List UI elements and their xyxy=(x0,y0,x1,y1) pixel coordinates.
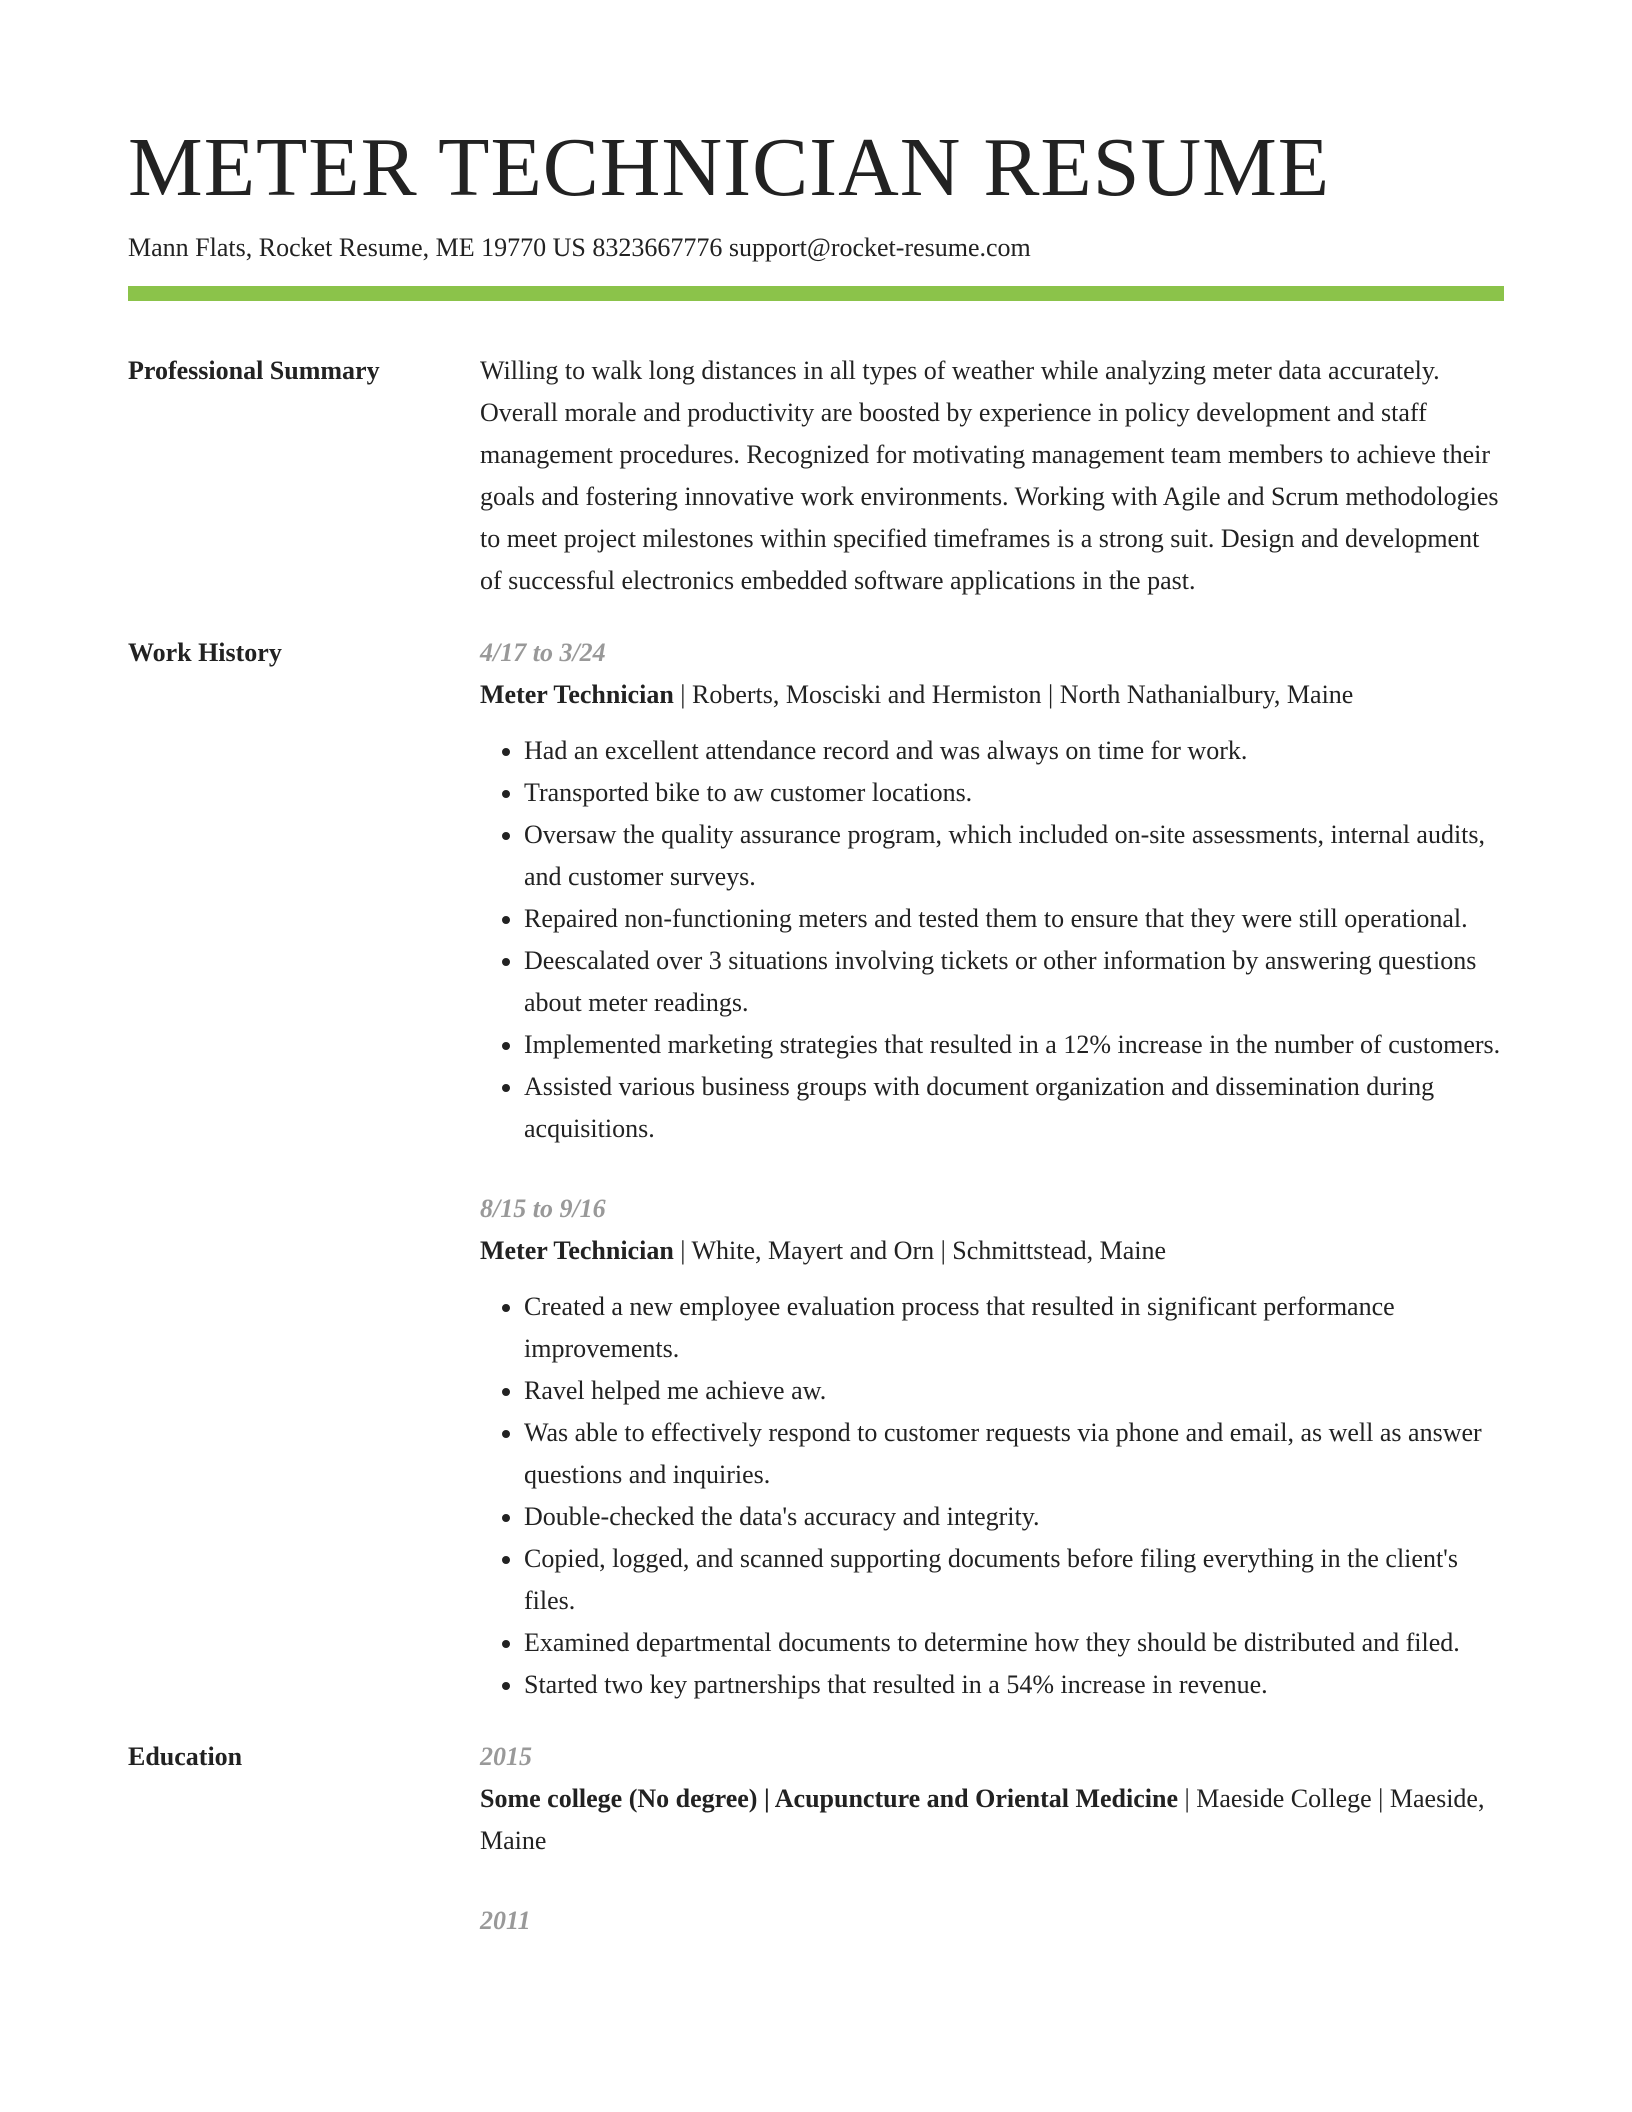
section-body xyxy=(480,350,1504,602)
job-entry xyxy=(480,1188,1504,1706)
education-degree: Some college (No degree) | Acupuncture and Oriental Medicine xyxy=(480,1784,1179,1813)
job-bullet: • Ravel helped me achieve aw. xyxy=(524,1370,1504,1412)
job-bullet: • Implemented marketing strategies that resulted in a 12% increase in the number of customers. xyxy=(524,1024,1504,1066)
job-bullet: • Oversaw the quality assurance program, which included on-site assessments, internal audits, and customer surveys. xyxy=(524,814,1504,898)
section-body xyxy=(480,632,1504,1706)
header-divider xyxy=(128,286,1504,301)
resume-content xyxy=(128,350,1504,1972)
job-bullet: • Transported bike to aw customer locations. xyxy=(524,772,1504,814)
job-entry xyxy=(480,632,1504,1150)
summary-text: Willing to walk long distances in all types of weather while analyzing meter data accurately. Overall morale and productivity are boosted by experience in policy development and staff management procedures. Recognized for motivating management team members to achieve their goals and fostering innovative work environments. Working with Agile and Scrum methodologies to meet project milestones within specified timeframes is a strong suit. Design and development of successful electronics embedded software applications in the past. xyxy=(480,356,1499,595)
resume-title: METER TECHNICIAN RESUME xyxy=(128,121,1331,214)
education-year: 2011 xyxy=(480,1906,531,1935)
job-bullets xyxy=(480,1286,1504,1706)
job-bullet: • Created a new employee evaluation process that resulted in significant performance improvements. xyxy=(524,1286,1504,1370)
job-dates: 4/17 to 3/24 xyxy=(480,638,606,667)
job-bullet: • Examined departmental documents to determine how they should be distributed and filed. xyxy=(524,1622,1504,1664)
education-entry xyxy=(480,1736,1504,1862)
job-bullets xyxy=(480,730,1504,1150)
education-heading xyxy=(480,1778,1504,1862)
job-bullet: • Repaired non-functioning meters and tested them to ensure that they were still operational. xyxy=(524,898,1504,940)
job-dates: 8/15 to 9/16 xyxy=(480,1194,606,1223)
job-details: | White, Mayert and Orn | Schmittstead, Maine xyxy=(673,1236,1167,1265)
contact-info: Mann Flats, Rocket Resume, ME 19770 US 8323667776 support@rocket-resume.com xyxy=(128,233,1031,262)
education-year: 2015 xyxy=(480,1742,532,1771)
section-body xyxy=(480,1736,1504,1942)
job-title: Meter Technician xyxy=(480,1236,674,1265)
section-label: Work History xyxy=(128,638,282,667)
job-bullet: • Deescalated over 3 situations involving tickets or other information by answering questions about meter readings. xyxy=(524,940,1504,1024)
education-section xyxy=(128,1736,1504,1942)
job-bullet: • Assisted various business groups with document organization and dissemination during acquisitions. xyxy=(524,1066,1504,1150)
summary-section xyxy=(128,350,1504,602)
education-details: | Maeside College | Maeside, Maine xyxy=(480,1784,1485,1855)
job-details: | Roberts, Mosciski and Hermiston | North Nathanialbury, Maine xyxy=(673,680,1354,709)
job-bullet: • Was able to effectively respond to customer requests via phone and email, as well as answer questions and inquiries. xyxy=(524,1412,1504,1496)
job-heading xyxy=(480,1230,1504,1272)
job-bullet: • Double-checked the data's accuracy and integrity. xyxy=(524,1496,1504,1538)
job-bullet: • Started two key partnerships that resulted in a 54% increase in revenue. xyxy=(524,1664,1504,1706)
job-title: Meter Technician xyxy=(480,680,674,709)
section-label: Education xyxy=(128,1742,243,1771)
education-entry xyxy=(480,1900,1504,1942)
section-label: Professional Summary xyxy=(128,356,380,385)
work-history-section xyxy=(128,632,1504,1706)
job-heading xyxy=(480,674,1504,716)
resume-header xyxy=(128,118,1504,266)
job-bullet: • Had an excellent attendance record and was always on time for work. xyxy=(524,730,1504,772)
job-bullet: • Copied, logged, and scanned supporting documents before filing everything in the client's files. xyxy=(524,1538,1504,1622)
